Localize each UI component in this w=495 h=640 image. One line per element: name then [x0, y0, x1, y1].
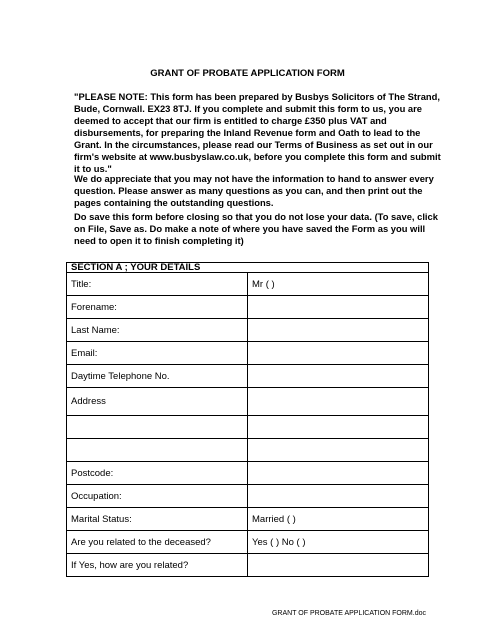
address-line-3-label: [67, 439, 248, 462]
telephone-label: Daytime Telephone No.: [67, 365, 248, 388]
notice-line: firm's website at www.busbyslaw.co.uk, before you complete this form and submit: [74, 151, 441, 162]
save-instructions-line: Do save this form before closing so that you do not lose your data. (To save, click: [74, 211, 438, 222]
notice-line: "PLEASE NOTE: This form has been prepared by Busbys Solicitors of The Strand,: [74, 91, 440, 102]
forename-field[interactable]: [248, 296, 429, 319]
relationship-field[interactable]: [248, 554, 429, 577]
information-paragraph: [74, 173, 434, 209]
address-field[interactable]: [248, 388, 429, 416]
save-instructions-paragraph: [74, 211, 438, 247]
title-label: Title:: [67, 273, 248, 296]
related-to-deceased-label: Are you related to the deceased?: [67, 531, 248, 554]
last-name-field[interactable]: [248, 319, 429, 342]
notice-paragraph: [74, 91, 441, 175]
address-line-3-field[interactable]: [248, 439, 429, 462]
email-label: Email:: [67, 342, 248, 365]
address-label: Address: [67, 388, 248, 416]
occupation-field[interactable]: [248, 485, 429, 508]
marital-status-field[interactable]: Married ( ): [248, 508, 429, 531]
last-name-label: Last Name:: [67, 319, 248, 342]
information-line: question. Please answer as many questions as you can, and then print out the: [74, 185, 423, 196]
section-a-heading: SECTION A ; YOUR DETAILS: [67, 263, 429, 273]
address-line-2-label: [67, 416, 248, 439]
telephone-field[interactable]: [248, 365, 429, 388]
relationship-label: If Yes, how are you related?: [67, 554, 248, 577]
marital-status-label: Marital Status:: [67, 508, 248, 531]
save-instructions-line: need to open it to finish completing it): [74, 235, 244, 246]
notice-line: Bude, Cornwall. EX23 8TJ. If you complete and submit this form to us, you are: [74, 103, 422, 114]
related-to-deceased-field[interactable]: Yes ( ) No ( ): [248, 531, 429, 554]
save-instructions-line: on File, Save as. Do make a note of where you have saved the Form as you will: [74, 223, 426, 234]
address-line-2-field[interactable]: [248, 416, 429, 439]
notice-line: disbursements, for preparing the Inland Revenue form and Oath to lead to the: [74, 127, 421, 138]
forename-label: Forename:: [67, 296, 248, 319]
notice-line: it to us.": [74, 163, 112, 174]
notice-line: deemed to accept that our firm is entitled to charge £350 plus VAT and: [74, 115, 387, 126]
information-line: We do appreciate that you may not have the information to hand to answer every: [74, 173, 434, 184]
section-a-table: [66, 262, 429, 577]
occupation-label: Occupation:: [67, 485, 248, 508]
title-field[interactable]: Mr ( ): [248, 273, 429, 296]
email-field[interactable]: [248, 342, 429, 365]
document-title: GRANT OF PROBATE APPLICATION FORM: [150, 68, 345, 79]
notice-line: Grant. In the circumstances, please read our Terms of Business as set out in our: [74, 139, 433, 150]
information-line: pages containing the outstanding questions.: [74, 197, 274, 208]
postcode-label: Postcode:: [67, 462, 248, 485]
postcode-field[interactable]: [248, 462, 429, 485]
footer-filename: GRANT OF PROBATE APPLICATION FORM.doc: [271, 610, 426, 617]
